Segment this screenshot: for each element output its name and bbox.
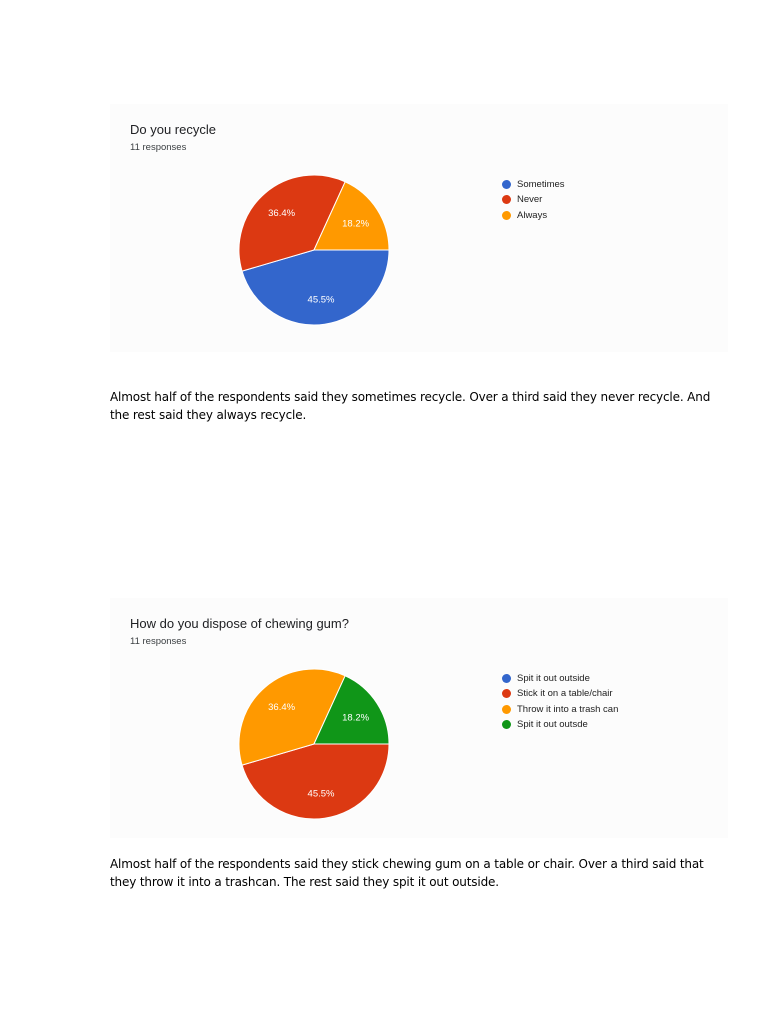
legend-swatch xyxy=(502,705,511,714)
recycle-chart-card xyxy=(110,104,728,352)
legend-swatch xyxy=(502,720,511,729)
legend-item xyxy=(502,686,618,701)
legend-item xyxy=(502,177,565,192)
legend-item xyxy=(502,702,618,717)
legend-label: Always xyxy=(517,209,548,221)
pie-slice-label: 36.4% xyxy=(268,702,296,714)
chewing-gum-chart-card xyxy=(110,598,728,838)
legend-swatch xyxy=(502,674,511,683)
legend-swatch xyxy=(502,689,511,698)
recycle-summary-paragraph: Almost half of the respondents said they sometimes recycle. Over a third said they never recycle. And the rest said they always recycle. xyxy=(110,390,711,422)
chart-response-count: 11 responses xyxy=(130,636,187,647)
recycle-pie-chart xyxy=(110,104,728,352)
legend-label: Spit it out outside xyxy=(517,673,590,685)
chart-title: Do you recycle xyxy=(130,122,216,137)
legend-item xyxy=(502,208,565,223)
legend-swatch xyxy=(502,211,511,220)
legend-item xyxy=(502,717,618,732)
legend-label: Sometimes xyxy=(517,179,565,191)
chart-title: How do you dispose of chewing gum? xyxy=(130,616,349,631)
legend-label: Stick it on a table/chair xyxy=(517,688,613,700)
pie-slice-label: 36.4% xyxy=(268,208,296,220)
legend-swatch xyxy=(502,180,511,189)
legend-label: Throw it into a trash can xyxy=(517,703,619,715)
pie-slice-label: 18.2% xyxy=(342,218,370,230)
legend-item xyxy=(502,192,565,207)
pie-slice-label: 18.2% xyxy=(342,712,370,724)
legend-label: Spit it out outsde xyxy=(517,719,588,731)
pie-slice-label: 45.5% xyxy=(307,788,335,800)
legend-swatch xyxy=(502,195,511,204)
chart-legend xyxy=(502,671,618,732)
legend-item xyxy=(502,671,618,686)
chart-response-count: 11 responses xyxy=(130,142,187,153)
legend-label: Never xyxy=(517,194,543,206)
pie-slice-label: 45.5% xyxy=(307,294,335,306)
chewing-gum-pie-chart xyxy=(110,598,728,838)
chart-legend xyxy=(502,177,565,223)
chewing-gum-summary-paragraph: Almost half of the respondents said they stick chewing gum on a table or chair. Over a third said that they throw it into a trashcan. The rest said they spit it out outside. xyxy=(110,857,704,889)
